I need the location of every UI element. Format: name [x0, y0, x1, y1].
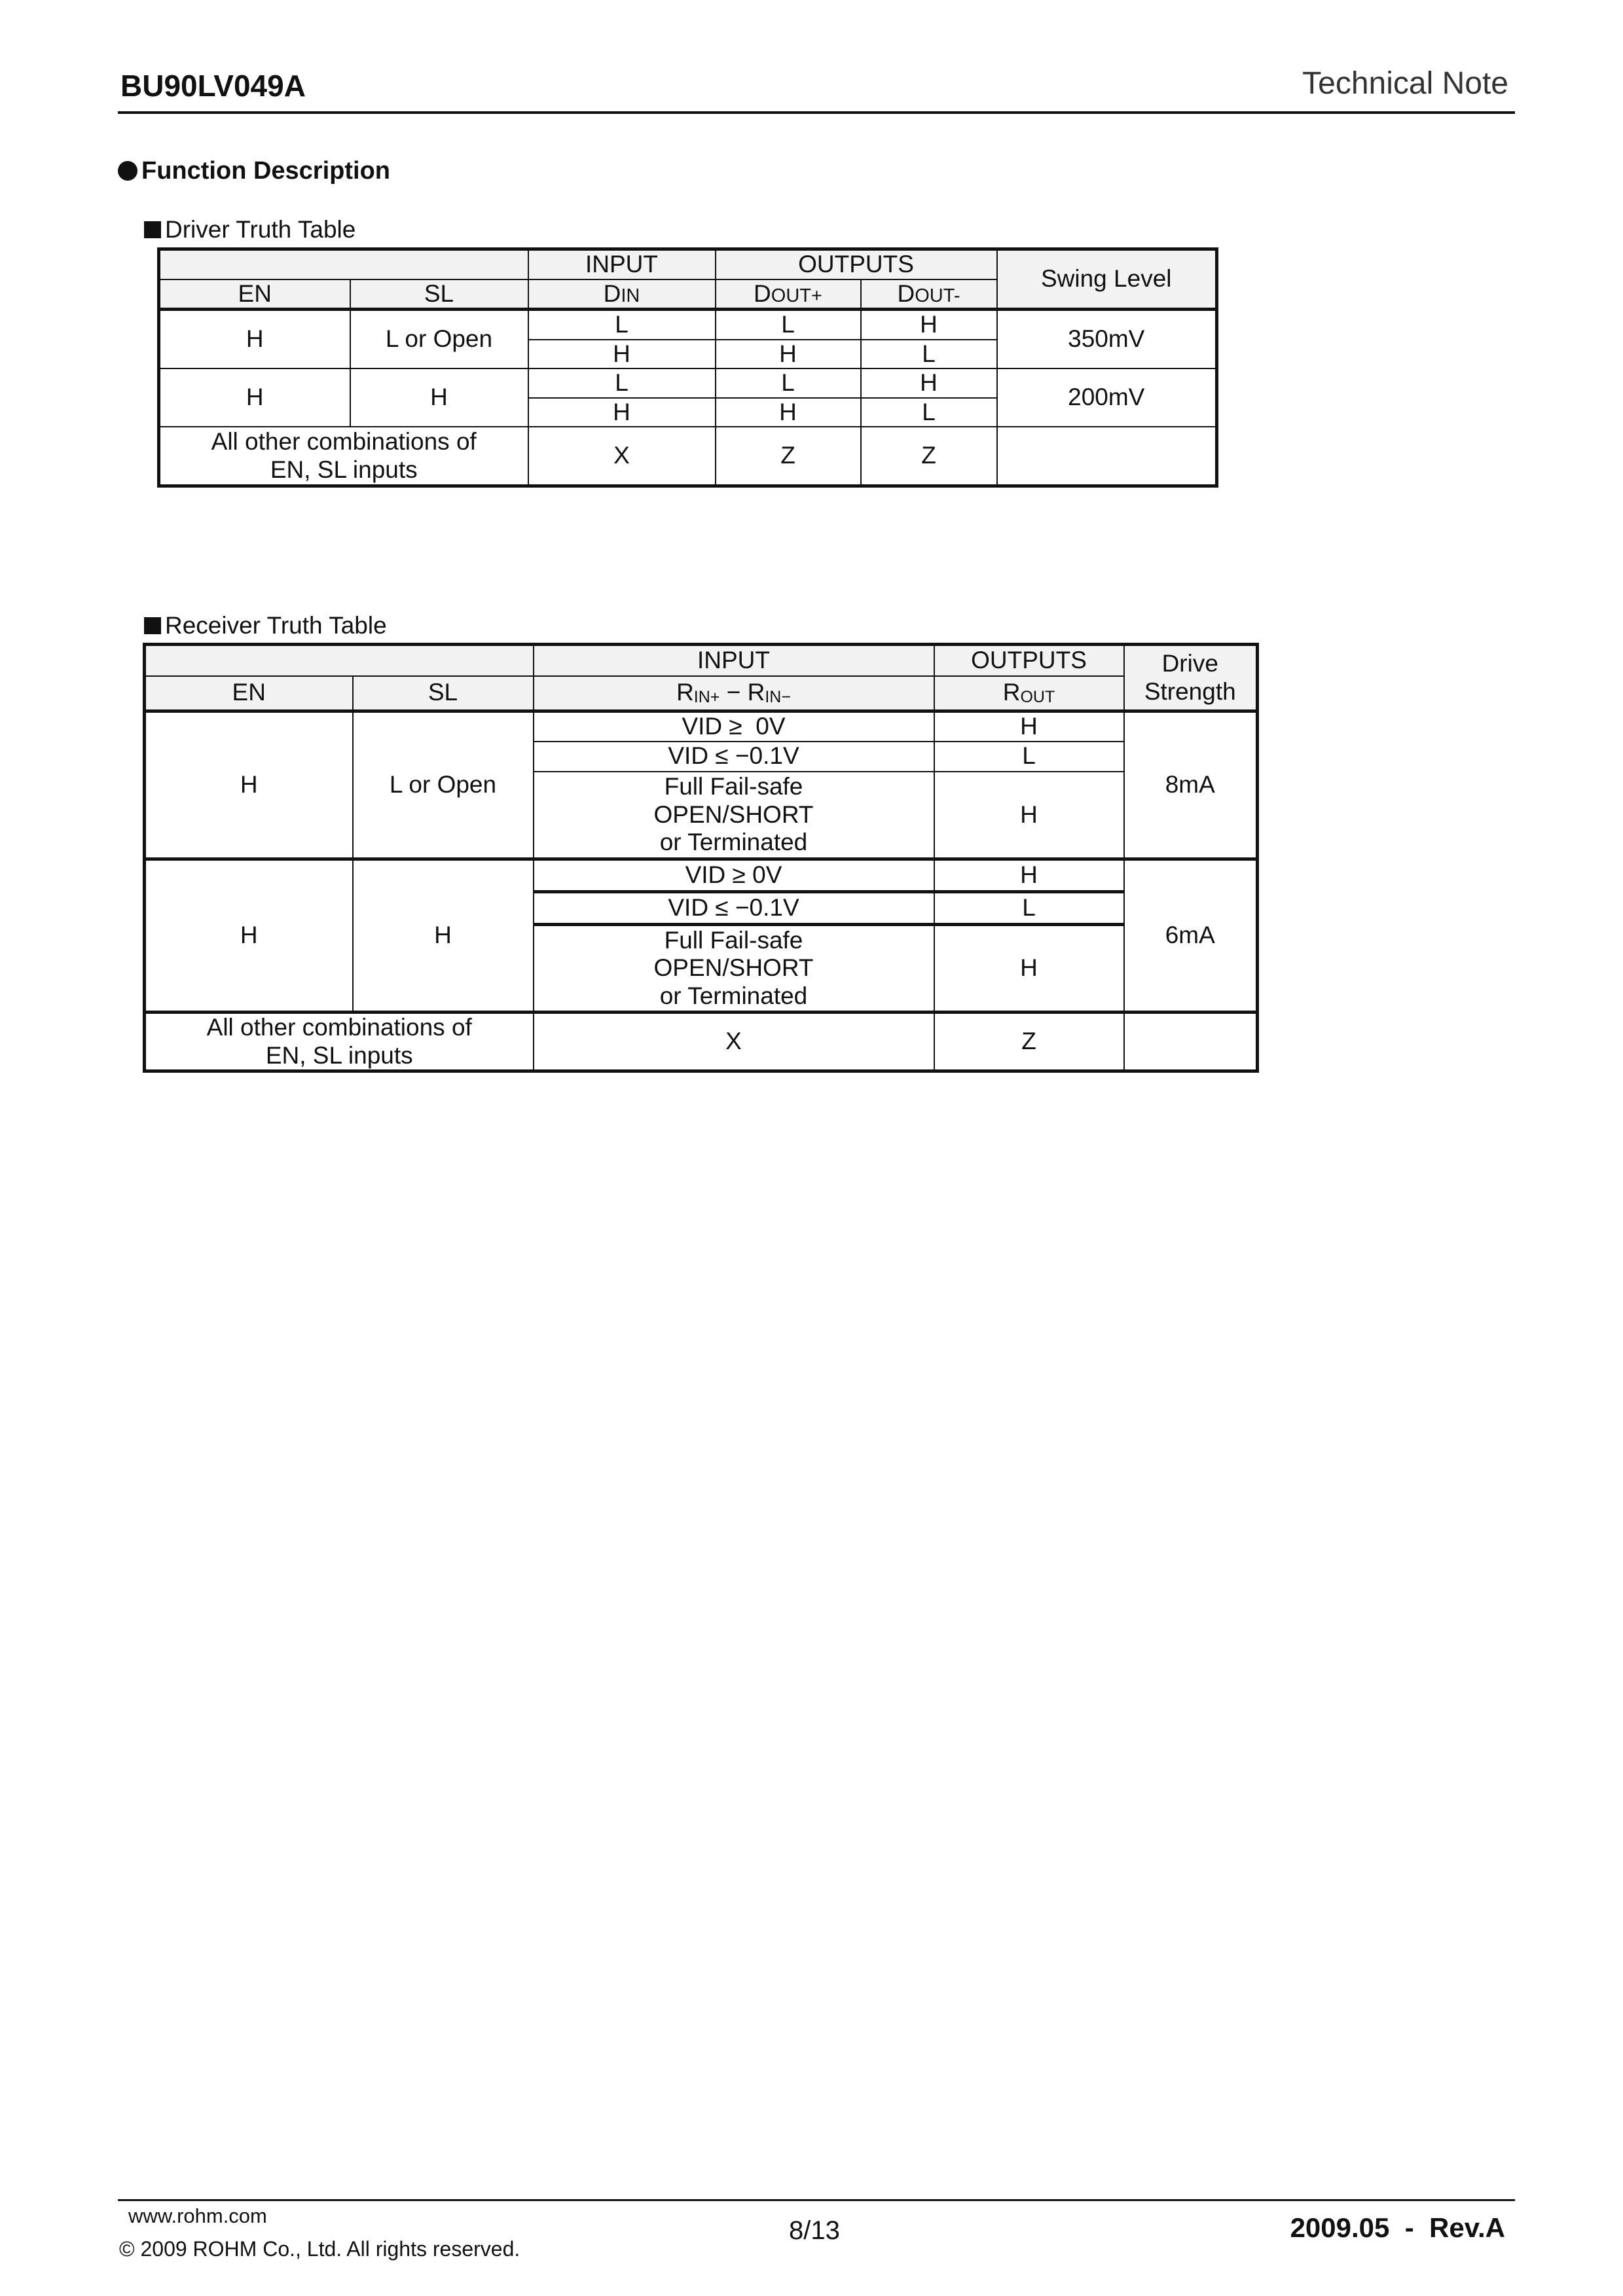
driver-g2-din-1: L [528, 368, 716, 398]
receiver-g2-c3c: or Terminated [659, 982, 808, 1009]
receiver-header-row-2 [145, 676, 1258, 711]
receiver-other-line1: All other combinations of [206, 1014, 472, 1041]
receiver-g1-o2: L [934, 742, 1124, 772]
driver-h-en: EN [159, 279, 350, 310]
driver-h-din [528, 279, 716, 310]
table-row [145, 1013, 1258, 1071]
receiver-h-rout [934, 676, 1124, 711]
receiver-h-drive [1124, 645, 1258, 711]
driver-g2-swing: 200mV [997, 368, 1217, 427]
receiver-other-line2: EN, SL inputs [265, 1041, 413, 1069]
receiver-h-rin-a: R [676, 679, 694, 706]
driver-other-swing [997, 427, 1217, 486]
receiver-g2-en: H [145, 859, 353, 1013]
driver-h-doutn-main: D [897, 279, 915, 307]
driver-header-row-1 [159, 249, 1217, 279]
table-row [159, 427, 1217, 486]
receiver-g2-c3b: OPEN/SHORT [653, 954, 814, 982]
receiver-h-drive-1: Drive [1161, 649, 1218, 677]
driver-g1-sl: L or Open [350, 310, 528, 369]
receiver-h-rout-main: R [1002, 679, 1021, 706]
receiver-h-rin-b-sub: IN− [765, 688, 791, 707]
receiver-header-row-1 [145, 645, 1258, 676]
receiver-g2-c2: VID ≤ −0.1V [534, 892, 934, 925]
footer-rule [118, 2199, 1515, 2201]
driver-caption-text: Driver Truth Table [165, 216, 356, 243]
receiver-g2-o1: H [934, 859, 1124, 892]
receiver-other-label [145, 1013, 534, 1071]
doc-type: Technical Note [1302, 66, 1508, 101]
driver-g1-swing: 350mV [997, 310, 1217, 369]
receiver-caption-text: Receiver Truth Table [165, 612, 387, 639]
receiver-h-input: INPUT [534, 645, 934, 676]
driver-g1-doutp-2: H [716, 340, 861, 369]
driver-other-line2: EN, SL inputs [270, 456, 418, 483]
receiver-g1-c3b: OPEN/SHORT [653, 800, 814, 828]
driver-h-doutn-sub: OUT- [915, 285, 960, 306]
driver-other-din: X [528, 427, 716, 486]
footer-url: www.rohm.com [128, 2204, 267, 2227]
receiver-g2-c1: VID ≥ 0V [534, 859, 934, 892]
receiver-g1-c2: VID ≤ −0.1V [534, 742, 934, 772]
receiver-g1-c3c: or Terminated [659, 829, 808, 856]
driver-h-doutn [861, 279, 997, 310]
receiver-g2-c3 [534, 925, 934, 1013]
receiver-h-drive-2: Strength [1144, 677, 1236, 705]
footer-revision: 2009.05 - Rev.A [1290, 2212, 1505, 2243]
receiver-h-rin-b: R [747, 679, 765, 706]
receiver-h-rin [534, 676, 934, 711]
driver-h-din-sub: IN [621, 285, 640, 306]
receiver-g2-drive: 6mA [1124, 859, 1258, 1013]
receiver-table-caption [144, 612, 387, 639]
driver-h-outputs: OUTPUTS [716, 249, 997, 279]
driver-h-doutp-main: D [754, 279, 771, 307]
section-title [118, 157, 390, 185]
driver-g1-doutp-1: L [716, 310, 861, 340]
table-row [145, 859, 1258, 892]
receiver-g1-c3 [534, 772, 934, 859]
driver-g2-doutp-1: L [716, 368, 861, 398]
driver-g1-doutn-1: H [861, 310, 997, 340]
driver-other-line1: All other combinations of [211, 427, 477, 455]
receiver-other-output: Z [934, 1013, 1124, 1071]
receiver-h-sl: SL [353, 676, 534, 711]
driver-other-label [159, 427, 528, 486]
receiver-g2-sl: H [353, 859, 534, 1013]
driver-g1-din-1: L [528, 310, 716, 340]
receiver-h-rin-a-sub: IN+ [693, 688, 720, 707]
driver-g1-din-2: H [528, 340, 716, 369]
driver-g2-sl: H [350, 368, 528, 427]
table-row [159, 368, 1217, 398]
driver-h-doutp [716, 279, 861, 310]
receiver-truth-table [143, 643, 1259, 1073]
table-row [145, 711, 1258, 742]
receiver-g1-c3a: Full Fail-safe [664, 772, 803, 800]
part-number: BU90LV049A [120, 69, 306, 103]
square-bullet-icon [144, 617, 161, 634]
square-bullet-icon [144, 221, 161, 238]
driver-h-sl: SL [350, 279, 528, 310]
driver-header-blank [159, 249, 528, 279]
receiver-g1-c1: VID ≥ 0V [534, 711, 934, 742]
receiver-g1-drive: 8mA [1124, 711, 1258, 859]
receiver-g1-en: H [145, 711, 353, 859]
header-rule [118, 111, 1515, 114]
receiver-g2-o2: L [934, 892, 1124, 925]
driver-other-doutn: Z [861, 427, 997, 486]
driver-g2-doutn-2: L [861, 398, 997, 427]
receiver-h-en: EN [145, 676, 353, 711]
receiver-g2-c3a: Full Fail-safe [664, 926, 803, 954]
receiver-g1-o1: H [934, 711, 1124, 742]
driver-g2-din-2: H [528, 398, 716, 427]
section-title-text: Function Description [141, 157, 390, 185]
driver-h-din-main: D [603, 279, 621, 307]
driver-h-swing: Swing Level [997, 249, 1217, 310]
receiver-other-input: X [534, 1013, 934, 1071]
driver-g2-en: H [159, 368, 350, 427]
driver-table-caption [144, 216, 356, 243]
driver-g1-en: H [159, 310, 350, 369]
receiver-h-outputs: OUTPUTS [934, 645, 1124, 676]
driver-h-input: INPUT [528, 249, 716, 279]
receiver-h-rin-minus: − [720, 679, 748, 706]
driver-g2-doutp-2: H [716, 398, 861, 427]
driver-g2-doutn-1: H [861, 368, 997, 398]
driver-g1-doutn-2: L [861, 340, 997, 369]
receiver-g1-sl: L or Open [353, 711, 534, 859]
receiver-h-rout-sub: OUT [1020, 688, 1055, 707]
driver-other-doutp: Z [716, 427, 861, 486]
page-number: 8/13 [789, 2216, 840, 2245]
receiver-g2-o3: H [934, 925, 1124, 1013]
driver-h-doutp-sub: OUT+ [771, 285, 822, 306]
footer-copyright: © 2009 ROHM Co., Ltd. All rights reserved. [119, 2237, 520, 2261]
driver-truth-table [157, 247, 1218, 488]
bullet-circle-icon [118, 161, 137, 181]
table-row [159, 310, 1217, 340]
receiver-other-drive [1124, 1013, 1258, 1071]
receiver-header-blank [145, 645, 534, 676]
receiver-g1-o3: H [934, 772, 1124, 859]
